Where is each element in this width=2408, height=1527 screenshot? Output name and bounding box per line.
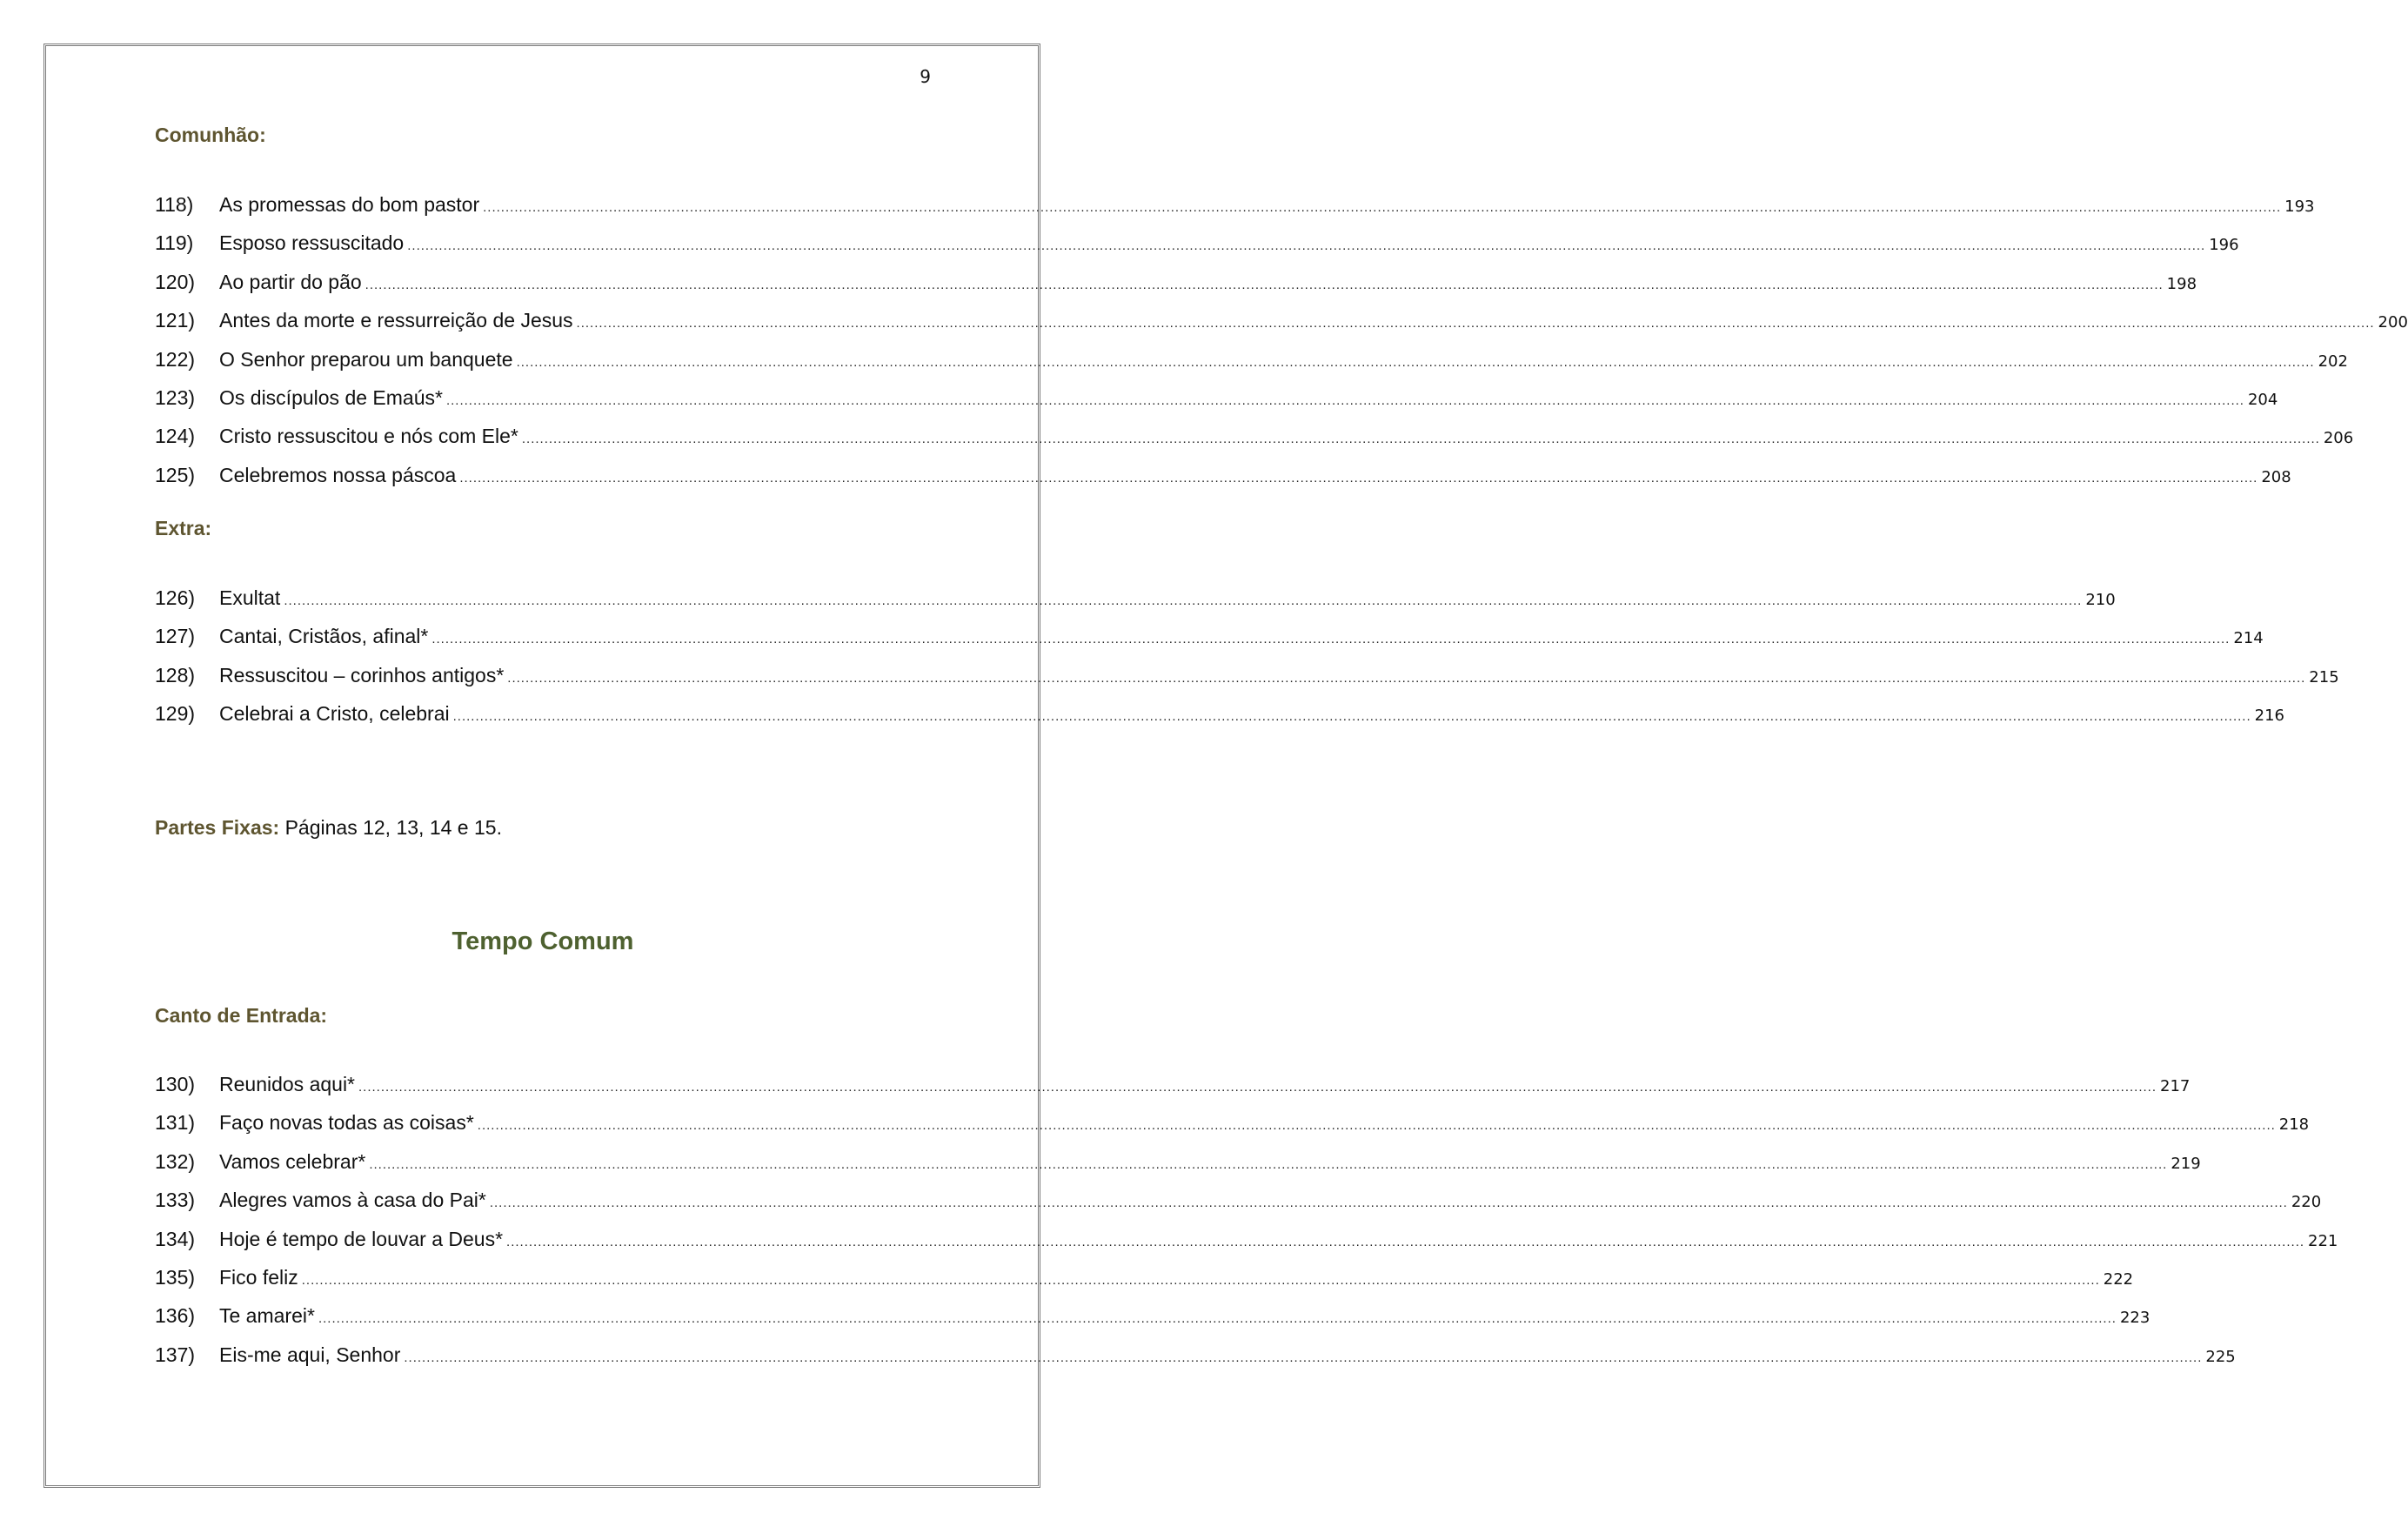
toc-entry[interactable] [155,1265,2134,1304]
toc-entry-number: 134) [155,1227,196,1250]
toc-entry-number: 136) [155,1304,196,1328]
toc-entry[interactable] [155,1227,2338,1266]
toc-entry-title: Fico feliz [219,1265,298,1289]
toc-entry-title: Ao partir do pão [219,270,362,293]
toc-entry[interactable] [155,347,2348,386]
toc-entry[interactable] [155,1304,2150,1343]
toc-entry-title: Esposo ressuscitado [219,231,405,255]
dot-leader: ................................................................................................................................................................................................................................................................................................................................................................................................................ [318,1311,2117,1327]
dot-leader: ................................................................................................................................................................................................................................................................................................................................................................................................................ [507,670,2306,686]
toc-entry-page: 193 [2284,198,2315,216]
toc-entry-number: 122) [155,347,196,371]
toc-entry-number: 123) [155,385,196,409]
toc-entry-number: 129) [155,702,196,726]
toc-entry-number: 118) [155,193,194,216]
dot-leader: ................................................................................................................................................................................................................................................................................................................................................................................................................ [445,392,2244,408]
toc-entry-page: 202 [2318,352,2348,371]
toc-entry-page: 208 [2261,467,2291,486]
dot-leader: ................................................................................................................................................................................................................................................................................................................................................................................................................ [404,1350,2203,1365]
toc-entry[interactable] [155,270,2197,309]
toc-entry[interactable] [155,1073,2191,1111]
toc-entry-title: Reunidos aqui* [219,1073,356,1095]
dot-leader: ................................................................................................................................................................................................................................................................................................................................................................................................................ [365,277,2164,292]
toc-entry-number: 127) [155,625,196,648]
toc-entry-title: Os discípulos de Emaús* [219,385,443,409]
toc-entry-title: Ressuscitou – corinhos antigos* [219,663,505,686]
toc-entry-title: Hoje é tempo de louvar a Deus* [219,1227,504,1250]
toc-entry-title: O Senhor preparou um banquete [219,347,513,371]
page-number: 9 [920,66,931,87]
toc-entry-number: 119) [155,231,194,255]
toc-entry-page: 204 [2247,390,2278,409]
toc-entry[interactable] [155,463,2291,502]
dot-leader: ................................................................................................................................................................................................................................................................................................................................................................................................................ [369,1156,2168,1172]
toc-entry-title: Te amarei* [219,1304,315,1328]
toc-entry-number: 124) [155,425,196,448]
toc-entry-title: Faço novas todas as coisas* [219,1111,474,1135]
toc-entry-page: 219 [2171,1154,2201,1173]
toc-entry[interactable] [155,425,2354,463]
toc-entry[interactable] [155,1111,2310,1149]
toc-entry[interactable] [155,586,2116,625]
toc-entry[interactable] [155,1343,2236,1382]
toc-entry[interactable] [155,309,2408,347]
toc-entry-title: As promessas do bom pastor [219,193,480,216]
toc-entry-title: Alegres vamos à casa do Pai* [219,1189,486,1212]
dot-leader: ................................................................................................................................................................................................................................................................................................................................................................................................................ [452,709,2251,725]
toc-entry[interactable] [155,663,2339,702]
toc-list-extra [155,586,2339,741]
toc-entry-title: Antes da morte e ressurreição de Jesus [219,309,573,332]
toc-entry-title: Cantai, Cristãos, afinal* [219,625,429,648]
toc-entry-page: 214 [2233,629,2264,648]
toc-entry-page: 206 [2323,429,2354,448]
toc-entry-page: 218 [2278,1115,2310,1135]
toc-entry-number: 135) [155,1265,196,1289]
toc-entry-title: Eis-me aqui, Senhor [219,1343,401,1366]
partes-fixas-line [155,816,502,840]
toc-entry-page: 220 [2291,1193,2322,1212]
section-heading-extra: Extra: [155,517,212,539]
toc-entry-number: 133) [155,1189,196,1212]
toc-entry[interactable] [155,231,2239,270]
toc-entry-page: 198 [2166,274,2197,293]
toc-entry-number: 120) [155,270,196,293]
toc-entry[interactable] [155,193,2315,231]
toc-entry-number: 125) [155,463,196,486]
toc-entry-page: 223 [2119,1309,2150,1328]
toc-entry-number: 130) [155,1073,196,1095]
dot-leader: ................................................................................................................................................................................................................................................................................................................................................................................................................ [516,354,2315,370]
dot-leader: ................................................................................................................................................................................................................................................................................................................................................................................................................ [489,1195,2288,1211]
toc-entry-number: 128) [155,663,196,686]
toc-entry-title: Vamos celebrar* [219,1149,366,1173]
toc-entry-page: 222 [2103,1269,2134,1289]
dot-leader: ................................................................................................................................................................................................................................................................................................................................................................................................................ [576,316,2375,332]
toc-entry-title: Celebremos nossa páscoa [219,463,457,486]
dot-leader: ................................................................................................................................................................................................................................................................................................................................................................................................................ [459,470,2258,486]
dot-leader: ................................................................................................................................................................................................................................................................................................................................................................................................................ [407,238,2206,254]
toc-entry-page: 221 [2308,1231,2338,1250]
toc-entry-title: Cristo ressuscitou e nós com Ele* [219,425,518,448]
toc-entry[interactable] [155,1149,2201,1189]
dot-leader: ................................................................................................................................................................................................................................................................................................................................................................................................................ [521,432,2320,447]
toc-entry-page: 200 [2378,313,2408,332]
toc-list-comunhao [155,193,2408,502]
toc-entry-number: 131) [155,1111,196,1135]
dot-leader: ................................................................................................................................................................................................................................................................................................................................................................................................................ [358,1080,2157,1095]
toc-entry-title: Exultat [219,586,281,609]
dot-leader: ................................................................................................................................................................................................................................................................................................................................................................................................................ [284,593,2083,608]
partes-fixas-text: Páginas 12, 13, 14 e 15. [284,816,502,839]
toc-entry-page: 215 [2309,667,2339,686]
section-heading-canto-de-entrada: Canto de Entrada: [155,1004,328,1027]
toc-entry[interactable] [155,1189,2322,1227]
section-title-tempo-comum: Tempo Comum [452,928,634,955]
toc-entry-number: 126) [155,586,196,609]
dot-leader: ................................................................................................................................................................................................................................................................................................................................................................................................................ [301,1272,2100,1288]
partes-fixas-label: Partes Fixas: [155,816,280,839]
toc-entry-number: 121) [155,309,196,332]
toc-entry[interactable] [155,702,2284,740]
toc-entry-title: Celebrai a Cristo, celebrai [219,702,450,726]
dot-leader: ................................................................................................................................................................................................................................................................................................................................................................................................................ [483,200,2282,215]
toc-entry-page: 217 [2160,1077,2191,1095]
toc-entry-page: 196 [2209,236,2239,255]
toc-entry-number: 132) [155,1149,196,1173]
toc-entry[interactable] [155,625,2264,663]
toc-entry-page: 210 [2085,591,2116,609]
toc-entry-number: 137) [155,1343,196,1366]
dot-leader: ................................................................................................................................................................................................................................................................................................................................................................................................................ [477,1118,2276,1134]
toc-list-canto-de-entrada [155,1073,2338,1382]
section-heading-comunhao: Comunhão: [155,124,266,146]
toc-entry-page: 225 [2205,1347,2236,1366]
toc-entry[interactable] [155,385,2278,425]
dot-leader: ................................................................................................................................................................................................................................................................................................................................................................................................................ [431,632,2231,647]
toc-entry-page: 216 [2254,707,2284,726]
dot-leader: ................................................................................................................................................................................................................................................................................................................................................................................................................ [506,1234,2305,1249]
